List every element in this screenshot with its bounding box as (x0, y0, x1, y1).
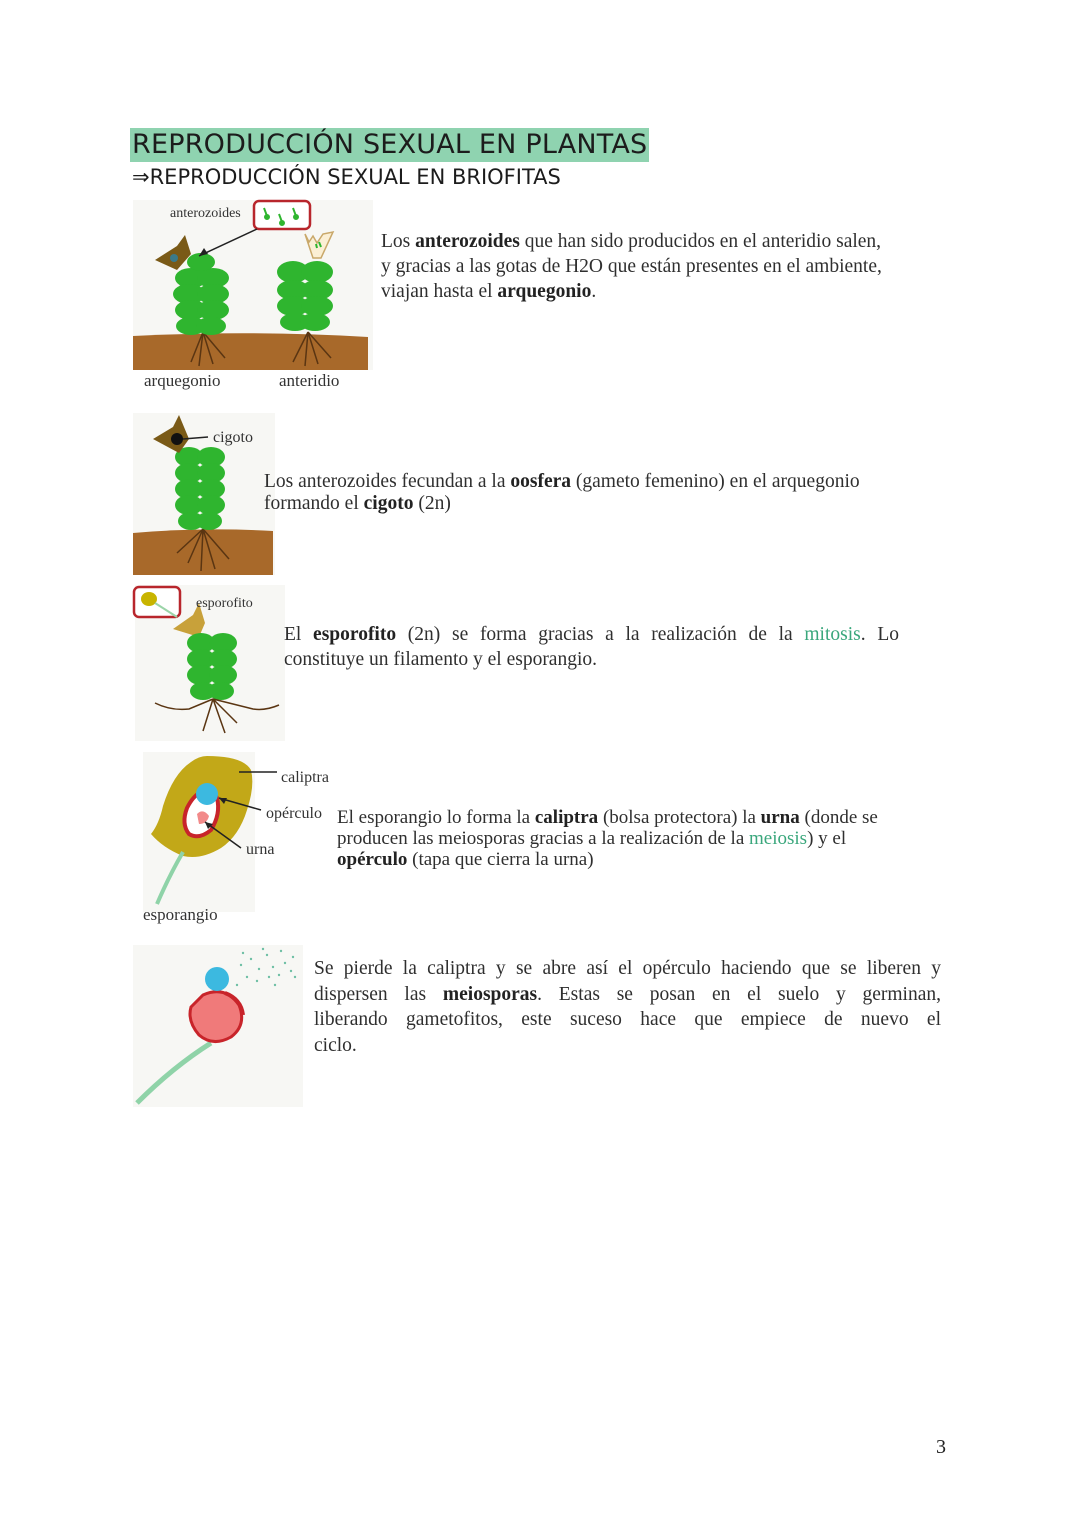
label-cigoto: cigoto (213, 429, 253, 446)
page-subtitle: ⇒REPRODUCCIÓN SEXUAL EN BRIOFITAS (132, 165, 561, 189)
illustration-zygote (133, 413, 275, 575)
label-esporofito: esporofito (196, 596, 253, 611)
label-caliptra: caliptra (281, 769, 329, 786)
page-number: 3 (936, 1436, 946, 1458)
page-title: REPRODUCCIÓN SEXUAL EN PLANTAS (132, 129, 648, 160)
paragraph-anterozoides: Los anterozoides que han sido producidos en el anteridio salen, y gracias a las gotas de H2O que están presentes en el ambiente, viajan hasta el arquegonio. (381, 231, 882, 302)
paragraph-cigoto: Los anterozoides fecundan a la oosfera (gameto femenino) en el arquegonio formando el cigoto (2n) (264, 471, 860, 514)
label-anteridio: anteridio (279, 371, 340, 390)
label-anterozoides: anterozoides (170, 206, 241, 221)
label-arquegonio: arquegonio (144, 371, 221, 390)
paragraph-esporofito: El esporofito (2n) se forma gracias a la realización de la mitosis. Lo constituye un filamento y el esporangio. (284, 624, 899, 670)
paragraph-esporangio: El esporangio lo forma la caliptra (bolsa protectora) la urna (donde se producen las meiosporas gracias a la realización de la meiosis) y el opérculo (tapa que cierra la urna) (337, 807, 878, 870)
label-esporangio: esporangio (143, 905, 218, 924)
paragraph-meiosporas: Se pierde la caliptra y se abre así el opérculo haciendo que se liberen y dispersen las meiosporas. Estas se posan en el suelo y germinan, liberando gametofitos, este suceso hace que empiece de nuevo el ciclo. (314, 958, 942, 1056)
label-urna: urna (246, 841, 275, 858)
illustration-archegonium-antheridium (133, 200, 373, 370)
illustration-spore-release (133, 945, 305, 1107)
label-operculo: opérculo (266, 805, 322, 822)
